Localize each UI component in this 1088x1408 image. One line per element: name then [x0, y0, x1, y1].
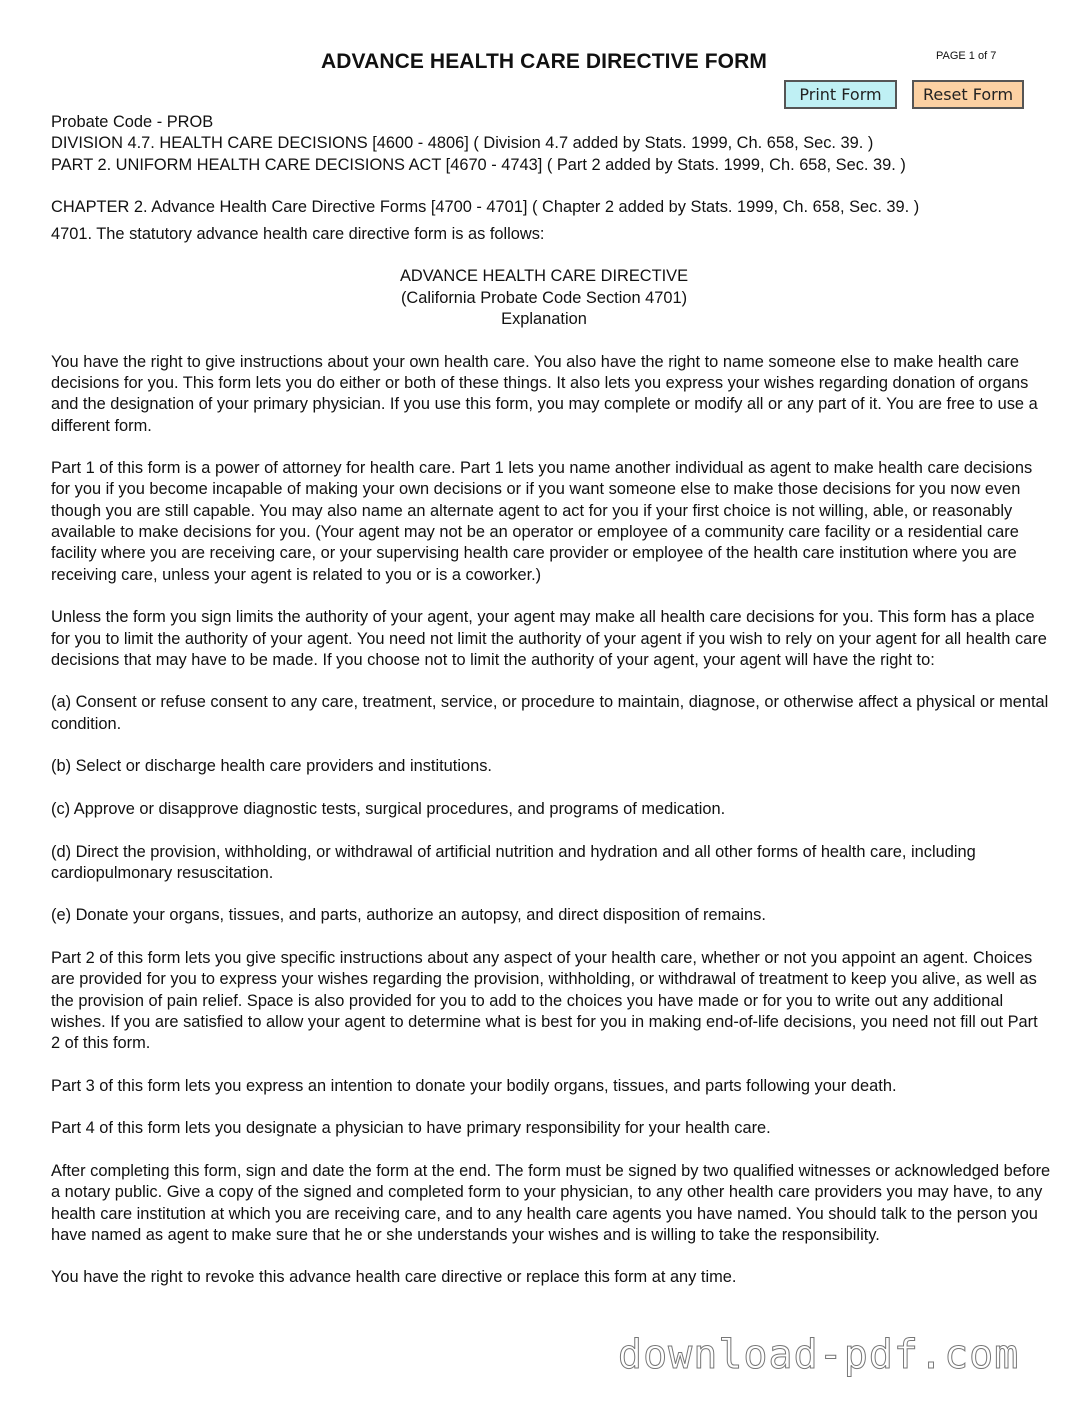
paragraph-intro: You have the right to give instructions about your own health care. You also have the right to name someone else to make health care decisions for you. This form lets you do either or both of these things. It also lets you express your wishes regarding donation of organs and the designation of your primary physician. If you use this form, you may complete or modify all or any part of it. You are free to use a different form.	[51, 352, 1038, 435]
code-line-part: PART 2. UNIFORM HEALTH CARE DECISIONS ACT [4670 - 4743] ( Part 2 added by Stats. 1999, Ch. 658, Sec. 39. )	[51, 155, 906, 174]
paragraph-item-b: (b) Select or discharge health care providers and institutions.	[51, 757, 492, 776]
paragraph-item-d: (d) Direct the provision, withholding, or withdrawal of artificial nutrition and hydration and all other forms of health care, including cardiopulmonary resuscitation.	[51, 842, 976, 882]
document-body	[51, 112, 1051, 1289]
print-form-button[interactable]: Print Form	[784, 80, 897, 109]
paragraph-part1: Part 1 of this form is a power of attorney for health care. Part 1 lets you name another individual as agent to make health care decisions for you if you become incapable of making your own decisions or if you want someone else to make those decisions for you now even though you are still capable. You may also name an alternate agent to act for you if your first choice is not willing, able, or reasonably available to make decisions for you. (Your agent may not be an operator or employee of a community care facility or a residential care facility where you are receiving care, or your supervising health care provider or employee of the health care institution where you are receiving care, unless your agent is related to you or is a coworker.)	[51, 459, 1033, 584]
reset-form-button[interactable]: Reset Form	[912, 80, 1024, 109]
paragraph-part2: Part 2 of this form lets you give specific instructions about any aspect of your health care, whether or not you appoint an agent. Choices are provided for you to express your wishes regarding the provision, withholding, or withdrawal of treatment to keep you alive, as well as the provision of pain relief. Space is also provided for you to add to the choices you have made or for you to write out any additional wishes. If you are satisfied to allow your agent to determine what is best for you in making end-of-life decisions, you need not fill out Part 2 of this form.	[51, 948, 1038, 1053]
paragraph-part3: Part 3 of this form lets you express an intention to donate your bodily organs, tissues, and parts following your death.	[51, 1076, 897, 1095]
watermark: download-pdf.com	[618, 1332, 1020, 1378]
paragraph-signing: After completing this form, sign and date the form at the end. The form must be signed by two qualified witnesses or acknowledged before a notary public. Give a copy of the signed and completed form to your physician, to any other health care providers you may have, to any health care institution at which you are receiving care, and to any health care agents you have named. You should talk to the person you have named as agent to make sure that he or she understands your wishes and is willing to take the responsibility.	[51, 1161, 1051, 1244]
code-line-division: DIVISION 4.7. HEALTH CARE DECISIONS [4600 - 4806] ( Division 4.7 added by Stats. 1999, Ch. 658, Sec. 39. )	[51, 134, 874, 153]
paragraph-part4: Part 4 of this form lets you designate a physician to have primary responsibility for your health care.	[51, 1119, 771, 1138]
paragraph-item-c: (c) Approve or disapprove diagnostic tests, surgical procedures, and programs of medication.	[51, 799, 726, 818]
code-reference	[51, 112, 1051, 176]
form-heading-explanation: Explanation	[501, 310, 587, 329]
page-number: PAGE 1 of 7	[936, 50, 997, 62]
form-heading	[51, 266, 1037, 330]
code-line-chapter: CHAPTER 2. Advance Health Care Directive Forms [4700 - 4701] ( Chapter 2 added by Stats. 1999, Ch. 658, Sec. 39. )	[51, 197, 920, 216]
code-line-section: 4701. The statutory advance health care directive form is as follows:	[51, 225, 545, 244]
page-title: ADVANCE HEALTH CARE DIRECTIVE FORM	[321, 50, 767, 73]
code-line-probate: Probate Code - PROB	[51, 113, 214, 131]
paragraph-item-e: (e) Donate your organs, tissues, and parts, authorize an autopsy, and direct disposition of remains.	[51, 906, 766, 925]
paragraph-agent-authority: Unless the form you sign limits the authority of your agent, your agent may make all health care decisions for you. This form has a place for you to limit the authority of your agent. You need not limit the authority of your agent if you wish to rely on your agent for all health care decisions that may have to be made. If you choose not to limit the authority of your agent, your agent will have the right to:	[51, 608, 1047, 669]
paragraph-item-a: (a) Consent or refuse consent to any care, treatment, service, or procedure to maintain, diagnose, or otherwise affect a physical or mental condition.	[51, 693, 1049, 733]
paragraph-revoke: You have the right to revoke this advance health care directive or replace this form at any time.	[51, 1268, 737, 1287]
form-heading-subtitle: (California Probate Code Section 4701)	[400, 288, 688, 307]
form-heading-title: ADVANCE HEALTH CARE DIRECTIVE	[399, 267, 689, 286]
